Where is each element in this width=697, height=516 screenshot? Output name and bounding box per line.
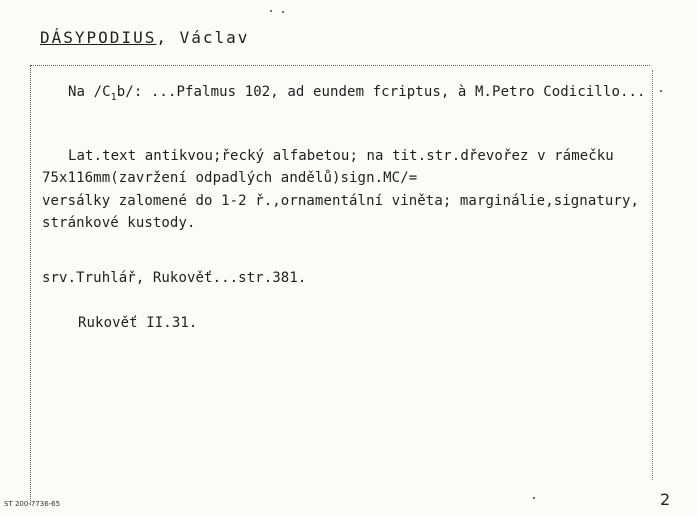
- description-line-1: Lat.text antikvou;řecký alfabetou; na tit.str.dřevořez v rámečku: [68, 148, 614, 164]
- scan-speck: [660, 90, 662, 92]
- heading-part-struck: ODIU: [98, 28, 145, 47]
- card-form-code: ST 200-7736-65: [4, 500, 61, 508]
- left-margin-line: [30, 65, 31, 505]
- heading-part-4: , Václav: [156, 28, 250, 47]
- heading-part-3: S: [144, 28, 157, 47]
- description-line-4: stránkové kustody.: [42, 215, 196, 231]
- handbook-reference: Rukověť II.31.: [78, 315, 198, 331]
- description-line-2: 75x116mm(zavržení odpadlých andělů)sign.MC/=: [42, 170, 418, 186]
- page-number: 2: [660, 490, 671, 509]
- heading-part-1: DÁSYP: [40, 28, 99, 47]
- scan-speck: [282, 11, 284, 13]
- scan-speck: [270, 10, 272, 12]
- reference-line: srv.Truhlář, Rukověť...str.381.: [42, 270, 307, 286]
- description-line-3: versálky zalomené do 1-2 ř.,ornamentální viněta; marginálie,signatury,: [42, 193, 640, 209]
- scan-speck: [533, 497, 535, 499]
- citation-prefix: Na /C: [68, 84, 111, 100]
- citation-subscript: 1: [110, 92, 117, 103]
- citation-line: [68, 84, 646, 103]
- card-heading: [40, 28, 249, 47]
- citation-text: b/: ...Pfalmus 102, ad eundem fcriptus, à M.Petro Codicillo...: [116, 84, 646, 100]
- right-margin-line: [652, 70, 653, 480]
- heading-divider: [30, 65, 650, 66]
